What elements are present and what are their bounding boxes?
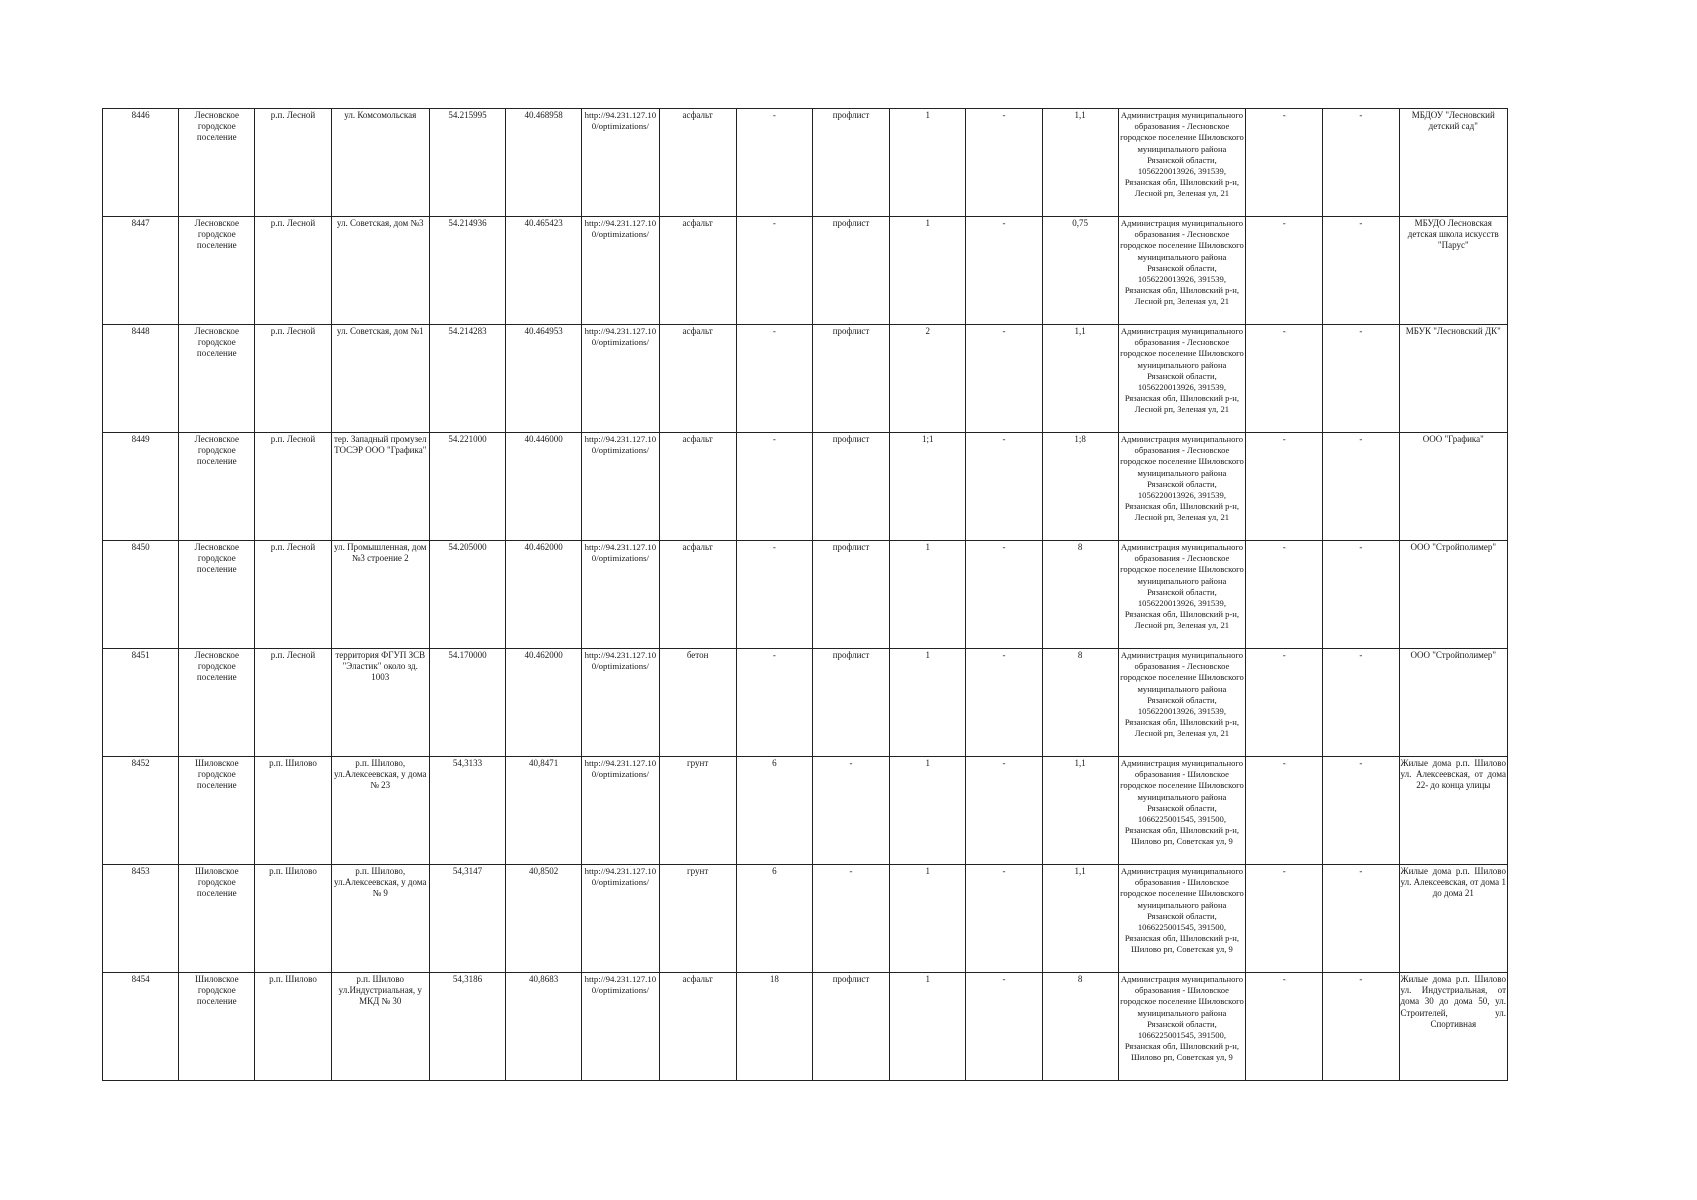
volume-cell: 8 — [1042, 541, 1118, 649]
waste-sources-cell: МБУДО Лесновская детская школа искусств "Парус" — [1399, 217, 1507, 325]
table-row — [103, 973, 1508, 1081]
area-cell: - — [736, 217, 812, 325]
volume-cell: 1,1 — [1042, 109, 1118, 217]
row-number: 8450 — [103, 541, 179, 649]
containers-cell: 1 — [890, 649, 966, 757]
extra-cell-2: - — [1323, 649, 1399, 757]
extra-cell-2: - — [1323, 433, 1399, 541]
latitude-cell: 54.214283 — [429, 325, 505, 433]
owner-cell: Администрация муниципального образования - Шиловское городское поселение Шиловского муниципального района Рязанской области, 1066225001545, 391500, Рязанская обл, Шиловский р-н, Шилово рп, Советская ул, 9 — [1118, 973, 1245, 1081]
latitude-cell: 54.205000 — [429, 541, 505, 649]
longitude-cell: 40.462000 — [506, 649, 582, 757]
locality-cell: р.п. Лесной — [255, 217, 331, 325]
extra-cell-1: - — [1246, 433, 1323, 541]
planned-containers-cell: - — [966, 973, 1042, 1081]
scheme-link-cell[interactable]: http://94.231.127.100/optimizations/ — [582, 757, 659, 865]
table-row — [103, 649, 1508, 757]
longitude-cell: 40.462000 — [506, 541, 582, 649]
address-cell: р.п. Шилово ул.Индустриальная, у МКД № 30 — [331, 973, 429, 1081]
volume-cell: 1,1 — [1042, 325, 1118, 433]
address-cell: тер. Западный промузел ТОСЭР ООО "Графика" — [331, 433, 429, 541]
extra-cell-2: - — [1323, 325, 1399, 433]
scheme-link-cell[interactable]: http://94.231.127.100/optimizations/ — [582, 217, 659, 325]
registry-body — [103, 109, 1508, 1081]
scheme-link-cell[interactable]: http://94.231.127.100/optimizations/ — [582, 973, 659, 1081]
planned-containers-cell: - — [966, 433, 1042, 541]
extra-cell-1: - — [1246, 217, 1323, 325]
settlement-cell: Лесновское городское поселение — [179, 541, 255, 649]
extra-cell-1: - — [1246, 325, 1323, 433]
area-cell: 18 — [736, 973, 812, 1081]
waste-sources-cell: ООО "Графика" — [1399, 433, 1507, 541]
volume-cell: 0,75 — [1042, 217, 1118, 325]
owner-cell: Администрация муниципального образования - Лесновское городское поселение Шиловского муниципального района Рязанской области, 1056220013926, 391539, Рязанская обл, Шиловский р-н, Лесной рп, Зеленая ул, 21 — [1118, 433, 1245, 541]
fence-cell: - — [812, 757, 889, 865]
row-number: 8452 — [103, 757, 179, 865]
containers-cell: 1 — [890, 109, 966, 217]
table-row — [103, 865, 1508, 973]
extra-cell-1: - — [1246, 865, 1323, 973]
locality-cell: р.п. Лесной — [255, 325, 331, 433]
row-number: 8448 — [103, 325, 179, 433]
latitude-cell: 54.214936 — [429, 217, 505, 325]
fence-cell: профлист — [812, 433, 889, 541]
locality-cell: р.п. Лесной — [255, 433, 331, 541]
surface-cell: бетон — [659, 649, 736, 757]
longitude-cell: 40.464953 — [506, 325, 582, 433]
waste-sources-cell: МБУК "Лесновский ДК" — [1399, 325, 1507, 433]
address-cell: ул. Советская, дом №3 — [331, 217, 429, 325]
address-cell: р.п. Шилово, ул.Алексеевская, у дома № 23 — [331, 757, 429, 865]
settlement-cell: Лесновское городское поселение — [179, 217, 255, 325]
extra-cell-2: - — [1323, 865, 1399, 973]
surface-cell: грунт — [659, 757, 736, 865]
waste-sites-registry-table — [102, 108, 1508, 1081]
containers-cell: 1 — [890, 973, 966, 1081]
area-cell: - — [736, 649, 812, 757]
containers-cell: 1;1 — [890, 433, 966, 541]
table-row — [103, 217, 1508, 325]
planned-containers-cell: - — [966, 757, 1042, 865]
extra-cell-2: - — [1323, 541, 1399, 649]
row-number: 8446 — [103, 109, 179, 217]
row-number: 8447 — [103, 217, 179, 325]
volume-cell: 8 — [1042, 649, 1118, 757]
scheme-link-cell[interactable]: http://94.231.127.100/optimizations/ — [582, 541, 659, 649]
area-cell: 6 — [736, 865, 812, 973]
locality-cell: р.п. Шилово — [255, 973, 331, 1081]
extra-cell-1: - — [1246, 649, 1323, 757]
waste-sources-cell: ООО "Стройполимер" — [1399, 541, 1507, 649]
latitude-cell: 54,3147 — [429, 865, 505, 973]
area-cell: - — [736, 325, 812, 433]
waste-sources-cell: Жилые дома р.п. Шилово ул. Алексеевская, от дома 22- до конца улицы — [1399, 757, 1507, 865]
owner-cell: Администрация муниципального образования - Шиловское городское поселение Шиловского муниципального района Рязанской области, 1066225001545, 391500, Рязанская обл, Шиловский р-н, Шилово рп, Советская ул, 9 — [1118, 865, 1245, 973]
address-cell: р.п. Шилово, ул.Алексеевская, у дома № 9 — [331, 865, 429, 973]
containers-cell: 1 — [890, 541, 966, 649]
table-row — [103, 433, 1508, 541]
surface-cell: асфальт — [659, 217, 736, 325]
volume-cell: 1;8 — [1042, 433, 1118, 541]
volume-cell: 1,1 — [1042, 865, 1118, 973]
locality-cell: р.п. Шилово — [255, 757, 331, 865]
table-row — [103, 757, 1508, 865]
settlement-cell: Лесновское городское поселение — [179, 325, 255, 433]
containers-cell: 1 — [890, 757, 966, 865]
settlement-cell: Лесновское городское поселение — [179, 649, 255, 757]
surface-cell: асфальт — [659, 325, 736, 433]
surface-cell: асфальт — [659, 973, 736, 1081]
area-cell: 6 — [736, 757, 812, 865]
area-cell: - — [736, 541, 812, 649]
scheme-link-cell[interactable]: http://94.231.127.100/optimizations/ — [582, 325, 659, 433]
longitude-cell: 40,8471 — [506, 757, 582, 865]
extra-cell-2: - — [1323, 109, 1399, 217]
address-cell: ул. Комсомольская — [331, 109, 429, 217]
surface-cell: асфальт — [659, 433, 736, 541]
table-row — [103, 109, 1508, 217]
longitude-cell: 40.465423 — [506, 217, 582, 325]
volume-cell: 8 — [1042, 973, 1118, 1081]
planned-containers-cell: - — [966, 649, 1042, 757]
waste-sources-cell: Жилые дома р.п. Шилово ул. Индустриальная, от дома 30 до дома 50, ул. Строителей, ул. Спортивная — [1399, 973, 1507, 1081]
fence-cell: - — [812, 865, 889, 973]
latitude-cell: 54.221000 — [429, 433, 505, 541]
latitude-cell: 54.215995 — [429, 109, 505, 217]
scheme-link-cell[interactable]: http://94.231.127.100/optimizations/ — [582, 865, 659, 973]
settlement-cell: Лесновское городское поселение — [179, 433, 255, 541]
row-number: 8453 — [103, 865, 179, 973]
containers-cell: 1 — [890, 217, 966, 325]
surface-cell: асфальт — [659, 109, 736, 217]
owner-cell: Администрация муниципального образования - Лесновское городское поселение Шиловского муниципального района Рязанской области, 1056220013926, 391539, Рязанская обл, Шиловский р-н, Лесной рп, Зеленая ул, 21 — [1118, 217, 1245, 325]
extra-cell-2: - — [1323, 757, 1399, 865]
locality-cell: р.п. Лесной — [255, 109, 331, 217]
fence-cell: профлист — [812, 973, 889, 1081]
planned-containers-cell: - — [966, 325, 1042, 433]
surface-cell: асфальт — [659, 541, 736, 649]
planned-containers-cell: - — [966, 541, 1042, 649]
extra-cell-1: - — [1246, 973, 1323, 1081]
table-row — [103, 541, 1508, 649]
longitude-cell: 40.446000 — [506, 433, 582, 541]
longitude-cell: 40,8683 — [506, 973, 582, 1081]
settlement-cell: Шиловское городское поселение — [179, 973, 255, 1081]
fence-cell: профлист — [812, 325, 889, 433]
scheme-link-cell[interactable]: http://94.231.127.100/optimizations/ — [582, 109, 659, 217]
settlement-cell: Шиловское городское поселение — [179, 757, 255, 865]
settlement-cell: Шиловское городское поселение — [179, 865, 255, 973]
extra-cell-1: - — [1246, 109, 1323, 217]
settlement-cell: Лесновское городское поселение — [179, 109, 255, 217]
planned-containers-cell: - — [966, 109, 1042, 217]
fence-cell: профлист — [812, 217, 889, 325]
row-number: 8451 — [103, 649, 179, 757]
owner-cell: Администрация муниципального образования - Лесновское городское поселение Шиловского муниципального района Рязанской области, 1056220013926, 391539, Рязанская обл, Шиловский р-н, Лесной рп, Зеленая ул, 21 — [1118, 109, 1245, 217]
extra-cell-1: - — [1246, 541, 1323, 649]
planned-containers-cell: - — [966, 865, 1042, 973]
scheme-link-cell[interactable]: http://94.231.127.100/optimizations/ — [582, 649, 659, 757]
latitude-cell: 54.170000 — [429, 649, 505, 757]
containers-cell: 2 — [890, 325, 966, 433]
row-number: 8454 — [103, 973, 179, 1081]
fence-cell: профлист — [812, 649, 889, 757]
planned-containers-cell: - — [966, 217, 1042, 325]
address-cell: ул. Промышленная, дом №3 строение 2 — [331, 541, 429, 649]
latitude-cell: 54,3186 — [429, 973, 505, 1081]
containers-cell: 1 — [890, 865, 966, 973]
scheme-link-cell[interactable]: http://94.231.127.100/optimizations/ — [582, 433, 659, 541]
surface-cell: грунт — [659, 865, 736, 973]
owner-cell: Администрация муниципального образования - Лесновское городское поселение Шиловского муниципального района Рязанской области, 1056220013926, 391539, Рязанская обл, Шиловский р-н, Лесной рп, Зеленая ул, 21 — [1118, 325, 1245, 433]
address-cell: территория ФГУП ЗСВ "Эластик" около зд. 1003 — [331, 649, 429, 757]
table-row — [103, 325, 1508, 433]
waste-sources-cell: Жилые дома р.п. Шилово ул. Алексеевская, от дома 1 до дома 21 — [1399, 865, 1507, 973]
area-cell: - — [736, 433, 812, 541]
owner-cell: Администрация муниципального образования - Шиловское городское поселение Шиловского муниципального района Рязанской области, 1066225001545, 391500, Рязанская обл, Шиловский р-н, Шилово рп, Советская ул, 9 — [1118, 757, 1245, 865]
address-cell: ул. Советская, дом №1 — [331, 325, 429, 433]
owner-cell: Администрация муниципального образования - Лесновское городское поселение Шиловского муниципального района Рязанской области, 1056220013926, 391539, Рязанская обл, Шиловский р-н, Лесной рп, Зеленая ул, 21 — [1118, 541, 1245, 649]
fence-cell: профлист — [812, 109, 889, 217]
waste-sources-cell: МБДОУ "Лесновский детский сад" — [1399, 109, 1507, 217]
extra-cell-2: - — [1323, 973, 1399, 1081]
row-number: 8449 — [103, 433, 179, 541]
fence-cell: профлист — [812, 541, 889, 649]
area-cell: - — [736, 109, 812, 217]
extra-cell-1: - — [1246, 757, 1323, 865]
extra-cell-2: - — [1323, 217, 1399, 325]
longitude-cell: 40,8502 — [506, 865, 582, 973]
volume-cell: 1,1 — [1042, 757, 1118, 865]
locality-cell: р.п. Лесной — [255, 649, 331, 757]
waste-sources-cell: ООО "Стройполимер" — [1399, 649, 1507, 757]
latitude-cell: 54,3133 — [429, 757, 505, 865]
owner-cell: Администрация муниципального образования - Лесновское городское поселение Шиловского муниципального района Рязанской области, 1056220013926, 391539, Рязанская обл, Шиловский р-н, Лесной рп, Зеленая ул, 21 — [1118, 649, 1245, 757]
longitude-cell: 40.468958 — [506, 109, 582, 217]
locality-cell: р.п. Шилово — [255, 865, 331, 973]
locality-cell: р.п. Лесной — [255, 541, 331, 649]
